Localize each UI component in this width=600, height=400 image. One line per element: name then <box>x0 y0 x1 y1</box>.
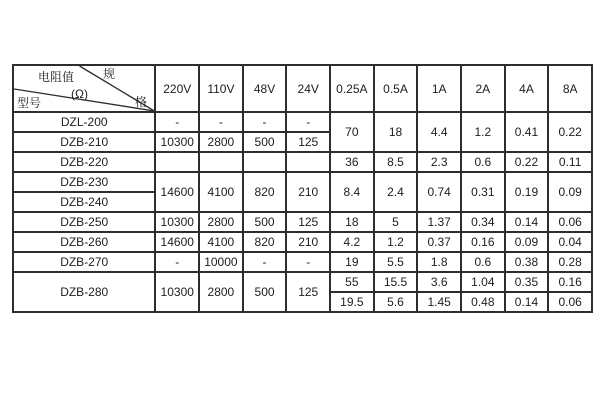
value-cell: 1.04 <box>461 272 505 292</box>
value-cell: - <box>199 112 243 132</box>
column-header: 0.5A <box>374 65 418 112</box>
value-cell: 4.4 <box>417 112 461 152</box>
value-cell: 0.74 <box>417 172 461 212</box>
value-cell: 10300 <box>155 272 199 312</box>
value-cell: 0.38 <box>505 252 549 272</box>
value-cell: 4100 <box>199 232 243 252</box>
model-cell: DZB-230 <box>13 172 155 192</box>
value-cell: - <box>243 112 287 132</box>
value-cell: 0.22 <box>505 152 549 172</box>
value-cell: 1.2 <box>461 112 505 152</box>
value-cell: 2.3 <box>417 152 461 172</box>
column-header: 0.25A <box>330 65 374 112</box>
value-cell: 55 <box>330 272 374 292</box>
value-cell: 0.35 <box>505 272 549 292</box>
value-cell: - <box>286 252 330 272</box>
value-cell: 125 <box>286 132 330 152</box>
spec-label-bottom-char: 格 <box>135 95 148 109</box>
value-cell: 4.2 <box>330 232 374 252</box>
value-cell: 820 <box>243 172 287 212</box>
value-cell: 0.22 <box>548 112 592 152</box>
value-cell <box>243 152 287 172</box>
resistance-spec-table <box>12 64 593 313</box>
column-header: 220V <box>155 65 199 112</box>
value-cell: 0.09 <box>505 232 549 252</box>
value-cell: 500 <box>243 132 287 152</box>
value-cell: 1.45 <box>417 292 461 312</box>
value-cell: 5.5 <box>374 252 418 272</box>
value-cell: 0.06 <box>548 292 592 312</box>
value-cell: 18 <box>374 112 418 152</box>
value-cell: 0.14 <box>505 292 549 312</box>
value-cell: 8.5 <box>374 152 418 172</box>
value-cell: 820 <box>243 232 287 252</box>
value-cell: - <box>155 252 199 272</box>
value-cell <box>199 152 243 172</box>
model-cell: DZB-280 <box>13 272 155 312</box>
value-cell: 0.31 <box>461 172 505 212</box>
table-row <box>13 172 592 192</box>
model-cell: DZB-270 <box>13 252 155 272</box>
value-cell: 125 <box>286 272 330 312</box>
value-cell: 70 <box>330 112 374 152</box>
value-cell: - <box>155 112 199 132</box>
diagonal-header-cell <box>13 65 155 112</box>
value-cell: 0.41 <box>505 112 549 152</box>
column-header: 8A <box>548 65 592 112</box>
value-cell: 2.4 <box>374 172 418 212</box>
value-cell: 4100 <box>199 172 243 212</box>
model-cell: DZB-210 <box>13 132 155 152</box>
value-cell: 2800 <box>199 132 243 152</box>
value-cell: 210 <box>286 172 330 212</box>
value-cell: 2800 <box>199 272 243 312</box>
value-cell: 500 <box>243 272 287 312</box>
value-cell: 0.06 <box>548 212 592 232</box>
value-cell: 14600 <box>155 232 199 252</box>
value-cell: 14600 <box>155 172 199 212</box>
model-label: 型号 <box>17 96 42 110</box>
resistance-unit-label: (Ω) <box>71 87 88 101</box>
value-cell: 1.8 <box>417 252 461 272</box>
value-cell: 8.4 <box>330 172 374 212</box>
value-cell <box>286 152 330 172</box>
table-row <box>13 212 592 232</box>
value-cell: 19 <box>330 252 374 272</box>
value-cell: 3.6 <box>417 272 461 292</box>
value-cell: 10300 <box>155 212 199 232</box>
value-cell: - <box>286 112 330 132</box>
value-cell: 19.5 <box>330 292 374 312</box>
value-cell: 0.34 <box>461 212 505 232</box>
table-row <box>13 272 592 292</box>
header-row <box>13 65 592 112</box>
column-header: 4A <box>505 65 549 112</box>
model-cell: DZL-200 <box>13 112 155 132</box>
value-cell: 0.16 <box>461 232 505 252</box>
model-cell: DZB-250 <box>13 212 155 232</box>
value-cell: 36 <box>330 152 374 172</box>
value-cell: 0.09 <box>548 172 592 212</box>
value-cell: 5 <box>374 212 418 232</box>
value-cell: 1.2 <box>374 232 418 252</box>
value-cell: 0.14 <box>505 212 549 232</box>
model-cell: DZB-240 <box>13 192 155 212</box>
value-cell: 0.19 <box>505 172 549 212</box>
table-row <box>13 112 592 132</box>
column-header: 1A <box>417 65 461 112</box>
value-cell: 10300 <box>155 132 199 152</box>
value-cell: 125 <box>286 212 330 232</box>
value-cell: 210 <box>286 232 330 252</box>
value-cell: - <box>243 252 287 272</box>
table-row <box>13 252 592 272</box>
column-header: 48V <box>243 65 287 112</box>
value-cell: 0.04 <box>548 232 592 252</box>
value-cell: 500 <box>243 212 287 232</box>
spec-label-top-char: 规 <box>103 67 116 81</box>
value-cell: 0.16 <box>548 272 592 292</box>
value-cell: 0.6 <box>461 252 505 272</box>
value-cell: 10000 <box>199 252 243 272</box>
value-cell: 15.5 <box>374 272 418 292</box>
value-cell <box>155 152 199 172</box>
value-cell: 0.11 <box>548 152 592 172</box>
value-cell: 0.6 <box>461 152 505 172</box>
value-cell: 5.6 <box>374 292 418 312</box>
resistance-label: 电阻值 <box>38 70 75 84</box>
table-row <box>13 232 592 252</box>
value-cell: 0.28 <box>548 252 592 272</box>
value-cell: 0.37 <box>417 232 461 252</box>
column-header: 2A <box>461 65 505 112</box>
column-header: 24V <box>286 65 330 112</box>
column-header: 110V <box>199 65 243 112</box>
value-cell: 0.48 <box>461 292 505 312</box>
model-cell: DZB-260 <box>13 232 155 252</box>
value-cell: 18 <box>330 212 374 232</box>
table-row <box>13 152 592 172</box>
value-cell: 2800 <box>199 212 243 232</box>
value-cell: 1.37 <box>417 212 461 232</box>
model-cell: DZB-220 <box>13 152 155 172</box>
